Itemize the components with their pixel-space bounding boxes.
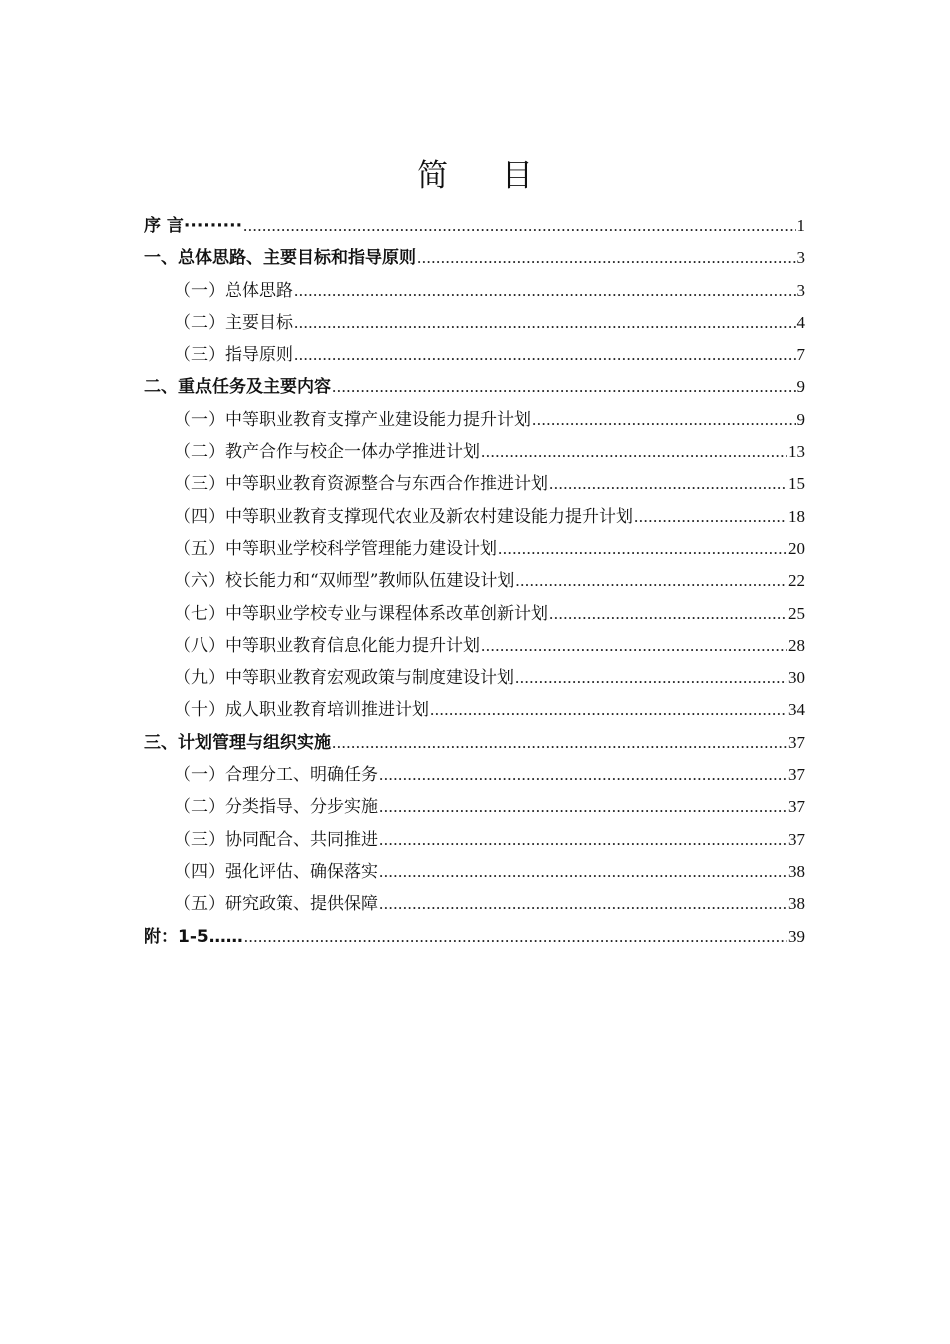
toc-entry-label: （三）协同配合、共同推进 xyxy=(174,829,378,850)
toc-entry-label: （九）中等职业教育宏观政策与制度建设计划 xyxy=(174,668,514,689)
toc-entry[interactable] xyxy=(144,468,805,500)
toc-entry-page-number: 4 xyxy=(796,312,805,332)
toc-entry-label: 三、计划管理与组织实施 xyxy=(144,732,331,753)
toc-entry-label: 二、重点任务及主要内容 xyxy=(144,377,331,398)
toc-entry-label: （二）主要目标 xyxy=(174,312,293,333)
toc-entry[interactable] xyxy=(144,275,805,307)
toc-entry-page-number: 37 xyxy=(788,797,805,817)
toc-entry-page-number: 28 xyxy=(788,635,805,655)
toc-entry-label: （一）合理分工、明确任务 xyxy=(174,765,378,786)
toc-entry-page-number: 25 xyxy=(788,603,805,623)
toc-entry-label: （三）指导原则 xyxy=(174,345,293,366)
toc-entry-label: （三）中等职业教育资源整合与东西合作推进计划 xyxy=(174,474,548,495)
toc-entry[interactable] xyxy=(144,662,805,694)
dot-leader xyxy=(532,404,796,436)
dot-leader xyxy=(417,242,796,274)
toc-entry-page-number: 34 xyxy=(788,700,805,720)
dot-leader xyxy=(379,888,787,920)
toc-entry-page-number: 13 xyxy=(788,442,805,462)
dot-leader xyxy=(481,436,787,468)
toc-entry-label: （八）中等职业教育信息化能力提升计划 xyxy=(174,635,480,656)
toc-entry[interactable] xyxy=(144,630,805,662)
toc-entry-page-number: 37 xyxy=(788,829,805,849)
toc-entry[interactable] xyxy=(144,727,805,759)
dot-leader xyxy=(549,598,787,630)
dot-leader xyxy=(379,759,787,791)
toc-entry-page-number: 18 xyxy=(788,506,805,526)
toc-entry-label: （一）总体思路 xyxy=(174,280,293,301)
toc-entry-page-number: 39 xyxy=(788,926,805,946)
dot-leader xyxy=(515,565,787,597)
dot-leader xyxy=(549,468,787,500)
toc-entry-page-number: 20 xyxy=(788,538,805,558)
toc-entry-page-number: 38 xyxy=(788,861,805,881)
toc-entry-label: （二）分类指导、分步实施 xyxy=(174,797,378,818)
toc-entry[interactable] xyxy=(144,242,805,274)
toc-entry-page-number: 9 xyxy=(796,377,805,397)
toc-entry[interactable] xyxy=(144,533,805,565)
toc-entry-label: （七）中等职业学校专业与课程体系改革创新计划 xyxy=(174,603,548,624)
toc-entry-page-number: 37 xyxy=(788,765,805,785)
toc-entry-page-number: 3 xyxy=(796,248,805,268)
dot-leader xyxy=(498,533,787,565)
toc-entry[interactable] xyxy=(144,404,805,436)
dot-leader xyxy=(244,921,787,953)
toc-entry-page-number: 15 xyxy=(788,474,805,494)
toc-entry[interactable] xyxy=(144,339,805,371)
toc-entry-page-number: 38 xyxy=(788,894,805,914)
toc-entry-label: 附：1-5…… xyxy=(144,926,243,947)
dot-leader xyxy=(515,662,787,694)
dot-leader xyxy=(332,371,796,403)
toc-entry-label: 序 言········· xyxy=(144,216,243,236)
toc-entry-label: （四）强化评估、确保落实 xyxy=(174,861,378,882)
toc-entry[interactable] xyxy=(144,501,805,533)
dot-leader xyxy=(379,824,787,856)
toc-entry[interactable] xyxy=(144,436,805,468)
toc-entry[interactable] xyxy=(144,210,805,242)
toc-entry[interactable] xyxy=(144,791,805,823)
toc-entry-label: 一、总体思路、主要目标和指导原则 xyxy=(144,248,416,269)
dot-leader xyxy=(332,727,787,759)
page-title: 简 目 xyxy=(417,158,555,194)
dot-leader xyxy=(294,339,796,371)
dot-leader xyxy=(481,630,787,662)
toc-entry[interactable] xyxy=(144,759,805,791)
dot-leader xyxy=(379,856,787,888)
toc-entry-page-number: 9 xyxy=(796,409,805,429)
toc-entry-label: （五）研究政策、提供保障 xyxy=(174,894,378,915)
toc-entry-page-number: 30 xyxy=(788,668,805,688)
toc-entry-label: （五）中等职业学校科学管理能力建设计划 xyxy=(174,538,497,559)
toc-entry-page-number: 22 xyxy=(788,571,805,591)
toc-entry[interactable] xyxy=(144,856,805,888)
toc-entry[interactable] xyxy=(144,694,805,726)
toc-entry-label: （六）校长能力和“双师型”教师队伍建设计划 xyxy=(174,571,515,592)
toc-entry-label: （十）成人职业教育培训推进计划 xyxy=(174,700,429,721)
dot-leader xyxy=(294,307,796,339)
toc-entry-page-number: 7 xyxy=(796,345,805,365)
toc-entry[interactable] xyxy=(144,371,805,403)
dot-leader xyxy=(379,791,787,823)
table-of-contents xyxy=(144,210,805,953)
toc-entry[interactable] xyxy=(144,307,805,339)
toc-entry[interactable] xyxy=(144,565,805,597)
toc-entry-page-number: 37 xyxy=(788,732,805,752)
dot-leader xyxy=(243,210,795,242)
toc-entry-label: （二）教产合作与校企一体办学推进计划 xyxy=(174,442,480,463)
toc-entry-page-number: 1 xyxy=(796,216,805,235)
toc-entry-label: （一）中等职业教育支撑产业建设能力提升计划 xyxy=(174,409,531,430)
toc-entry-page-number: 3 xyxy=(796,280,805,300)
toc-entry[interactable] xyxy=(144,888,805,920)
toc-entry[interactable] xyxy=(144,598,805,630)
dot-leader xyxy=(634,501,787,533)
dot-leader xyxy=(430,694,787,726)
toc-entry[interactable] xyxy=(144,921,805,953)
dot-leader xyxy=(294,275,796,307)
toc-entry-label: （四）中等职业教育支撑现代农业及新农村建设能力提升计划 xyxy=(174,506,633,527)
toc-entry[interactable] xyxy=(144,824,805,856)
